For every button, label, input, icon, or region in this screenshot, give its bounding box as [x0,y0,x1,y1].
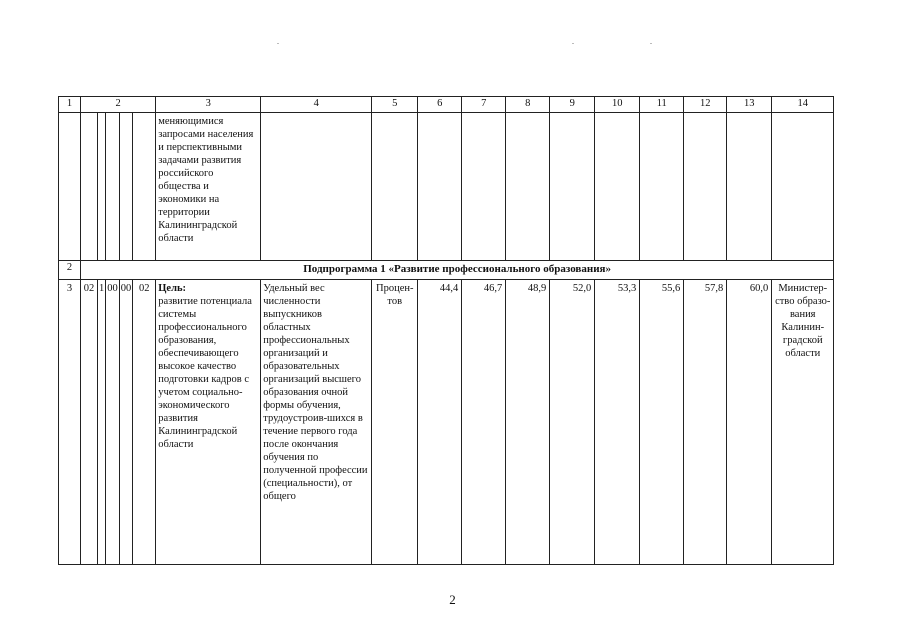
value-cell: 52,0 [550,280,595,565]
header-cell: 9 [550,97,595,113]
header-cell: 14 [772,97,834,113]
header-cell: 13 [727,97,772,113]
header-cell: 5 [372,97,418,113]
scan-speck [650,43,652,44]
header-cell: 10 [595,97,640,113]
scan-speck [572,43,574,44]
code-part: 00 [106,280,120,565]
header-cell: 4 [261,97,372,113]
header-cell: 1 [59,97,81,113]
header-cell: 11 [640,97,684,113]
goal-cell [156,280,261,565]
header-cell: 6 [418,97,462,113]
row-number: 2 [59,261,81,280]
value-cell: 46,7 [462,280,506,565]
continuation-row [59,113,834,261]
subprogram-row [59,261,834,280]
header-cell: 2 [81,97,156,113]
value-cell: 55,6 [640,280,684,565]
header-cell: 8 [506,97,550,113]
value-cell: 60,0 [727,280,772,565]
code-part: 1 [98,280,106,565]
goal-text: развитие потенциала системы профессионального образования, обеспечивающего высокое качество подготовки кадров с учетом социально-экономического развития Калининградской области [158,296,252,450]
value-cell: 48,9 [506,280,550,565]
unit-cell: Процен-тов [372,280,418,565]
value-cell: 53,3 [595,280,640,565]
responsible-cell: Министер-ство образо-вания Калинин-градской области [772,280,834,565]
indicators-table [58,96,834,565]
code-part: 02 [133,280,156,565]
header-cell: 3 [156,97,261,113]
header-cell: 12 [684,97,727,113]
goal-row [59,280,834,565]
code-part: 02 [81,280,98,565]
value-cell: 57,8 [684,280,727,565]
scan-speck [277,43,279,44]
value-cell: 44,4 [418,280,462,565]
header-cell: 7 [462,97,506,113]
goal-label: Цель: [158,283,187,294]
code-part: 00 [119,280,133,565]
header-row [59,97,834,113]
continuation-text: меняющимися запросами населения и перспективными задачами развития российского общества и экономики на территории Калининградской области [156,113,261,261]
subprogram-title: Подпрограмма 1 «Развитие профессионального образования» [81,261,834,280]
indicator-text: Удельный вес численности выпускников областных профессиональных организаций и образовательных организаций высшего образования очной формы обучения, трудоустроив-шихся в течение первого года после окончания обучения по полученной профессии (специальности), от общего [261,280,372,565]
page-number: 2 [449,592,456,607]
row-number: 3 [59,280,81,565]
